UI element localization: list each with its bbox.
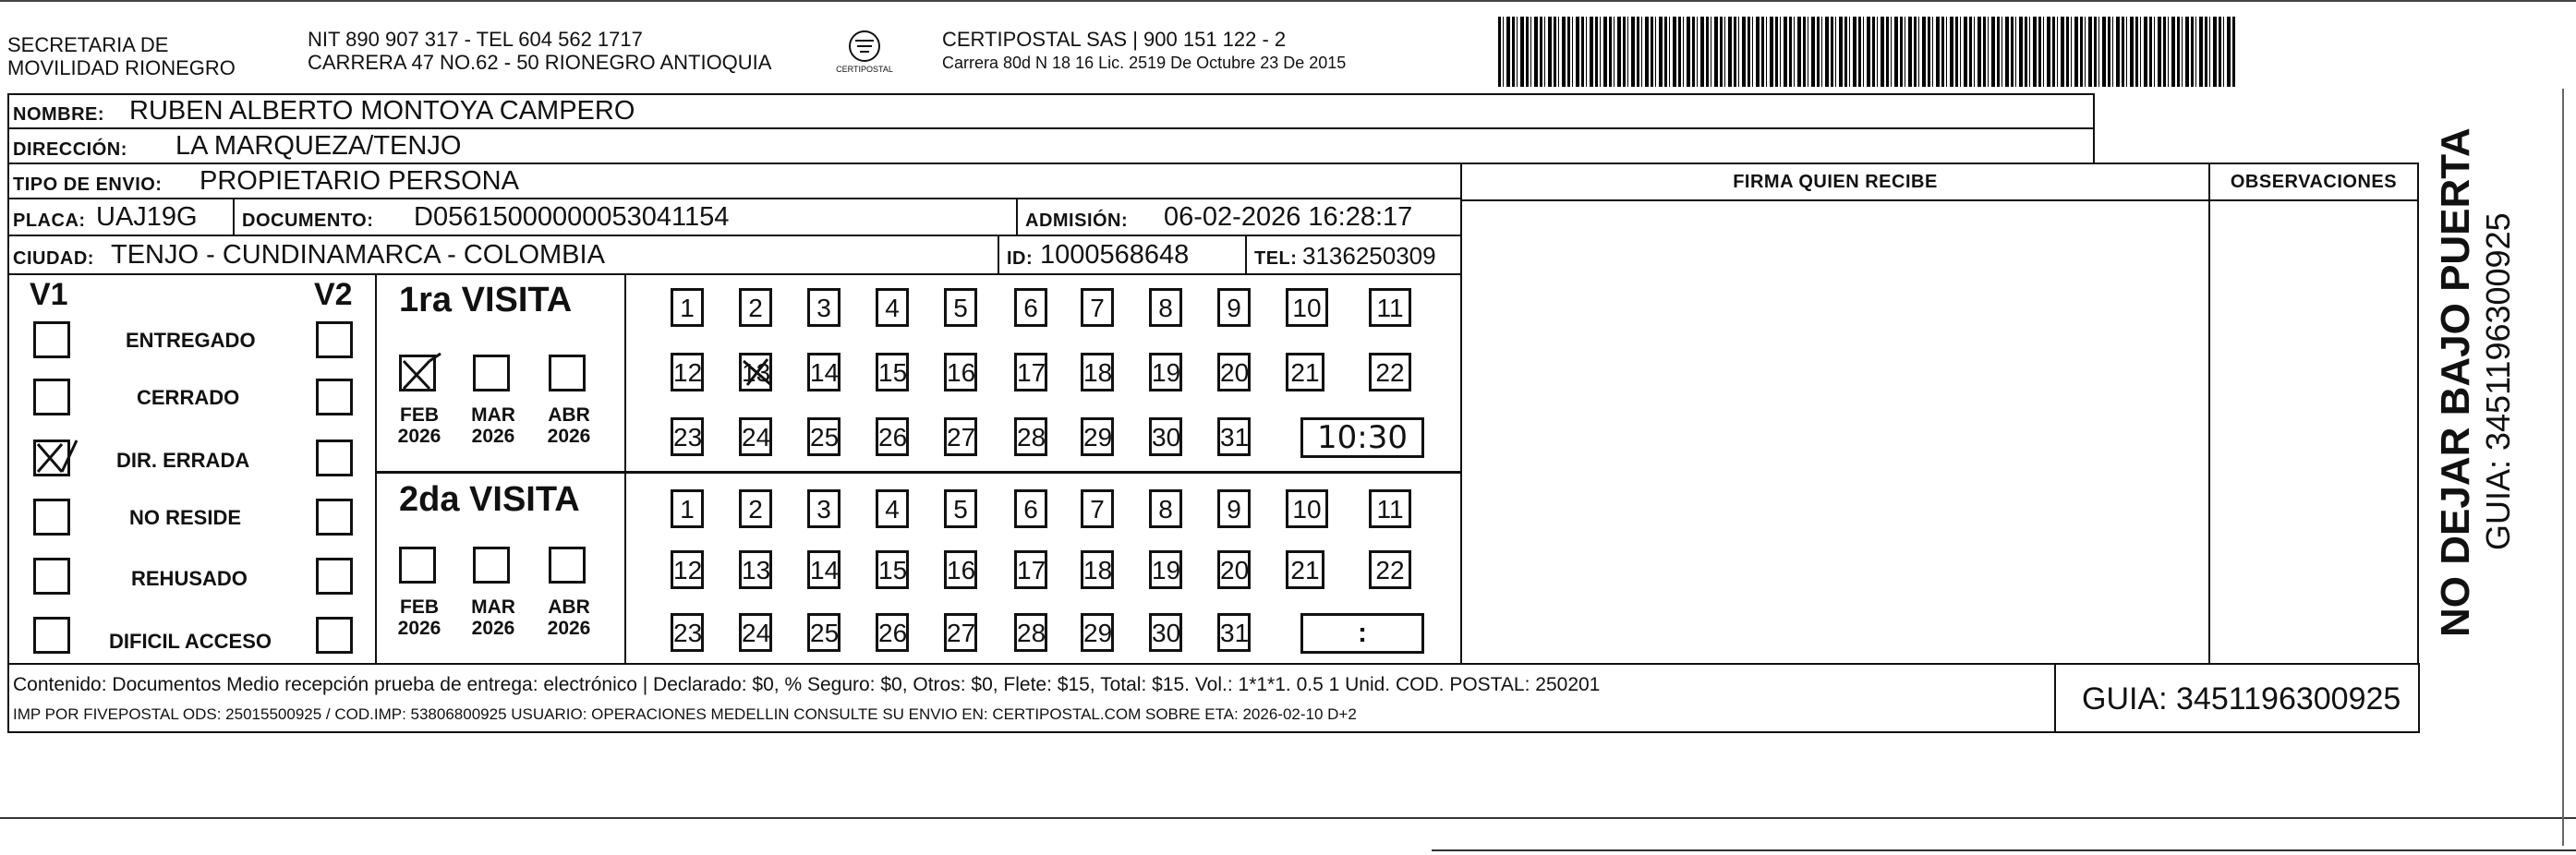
org-contact [308,28,771,74]
second-visit-day-18[interactable]: 18 [1081,550,1114,589]
first-visit-day-14[interactable]: 14 [807,353,841,391]
first-visit-day-6[interactable]: 6 [1014,288,1047,327]
first-visit-day-15[interactable]: 15 [876,353,909,391]
barcode [1498,17,2237,87]
first-visit-day-28[interactable]: 28 [1014,417,1047,456]
logo-text: CERTIPOSTAL [836,65,893,74]
first-visit-time: 10:30 [1317,419,1408,456]
row-tipo [7,163,1462,199]
bottom-box-edge [1432,849,2576,851]
documento-label: DOCUMENTO: [242,211,374,231]
no-dejar-bajo-puerta: NO DEJAR BAJO PUERTA [2433,127,2478,637]
first-visit-day-25[interactable]: 25 [807,417,841,456]
second-visit-day-30[interactable]: 30 [1149,613,1182,652]
first-visit-day-7[interactable]: 7 [1081,288,1114,327]
first-visit-day-18[interactable]: 18 [1081,353,1114,391]
month-name: ABR [548,404,590,426]
row-direccion [7,127,2095,164]
v2-checkbox-cerrado[interactable] [316,379,353,415]
second-visit-day-6[interactable]: 6 [1014,489,1047,528]
org-name [7,33,236,79]
first-visit-day-20[interactable]: 20 [1217,353,1251,391]
first-visit-day-12[interactable]: 12 [671,353,704,391]
second-visit-day-19[interactable]: 19 [1149,550,1182,589]
second-visit-day-15[interactable]: 15 [876,550,909,589]
second-visit-day-28[interactable]: 28 [1014,613,1047,652]
admision-divider [1016,199,1018,236]
month-year: 2026 [547,426,591,447]
tipo-value: PROPIETARIO PERSONA [200,166,519,196]
courier-logo [831,28,898,79]
firma-label: FIRMA QUIEN RECIBE [1733,172,1938,192]
courier-line2: Carrera 80d N 18 16 Lic. 2519 De Octubre 23 De 2015 [942,54,1347,72]
address-line: CARRERA 47 NO.62 - 50 RIONEGRO ANTIOQUIA [308,51,772,74]
direccion-value: LA MARQUEZA/TENJO [175,131,462,161]
first-visit-day-19[interactable]: 19 [1149,353,1182,391]
firma-column [1460,163,2210,665]
first-visit-day-8[interactable]: 8 [1149,288,1182,327]
first-visit-day-3[interactable]: 3 [807,288,841,327]
second-visit-day-11[interactable]: 11 [1369,489,1411,528]
right-edge-rule [2562,89,2564,846]
first-visit-time-box[interactable] [1300,417,1424,458]
first-visit-day-17[interactable]: 17 [1014,353,1047,391]
first-visit-day-23[interactable]: 23 [671,417,704,456]
month-year: 2026 [547,618,591,639]
first-visit-day-5[interactable]: 5 [944,288,977,327]
first-visit-title: 1ra VISITA [399,281,573,319]
second-visit-day-14[interactable]: 14 [807,550,841,589]
second-visit-day-12[interactable]: 12 [671,550,704,589]
second-visit-day-16[interactable]: 16 [944,550,977,589]
observaciones-label: OBSERVACIONES [2230,172,2398,192]
month-name: ABR [548,596,590,618]
status-dir-errada: DIR. ERRADA [116,449,250,472]
footer-line2: IMP POR FIVEPOSTAL ODS: 25015500925 / COD.IMP: 53806800925 USUARIO: OPERACIONES MEDELLIN CONSULTE SU ENVIO EN: CERTIPOSTAL.COM SOBRE ETA: 2026-02-10 D+2 [13,705,1357,723]
first-visit-day-29[interactable]: 29 [1081,417,1114,456]
v1-checkbox-entregado[interactable] [33,321,70,358]
first-month-feb-box[interactable] [399,355,436,391]
v1-checkbox-dir-errada[interactable] [33,440,70,476]
month-year: 2026 [397,426,441,447]
tel-value: 3136250309 [1302,242,1436,270]
v2-checkbox-dificil-acceso[interactable] [316,617,353,654]
v1-checkbox-cerrado[interactable] [33,379,70,415]
status-dificil-acceso: DIFICIL ACCESO [109,630,272,653]
observaciones-column [2208,163,2419,665]
row-placa [7,198,1462,236]
second-visit-day-2[interactable]: 2 [739,489,772,528]
second-month-feb-box[interactable] [399,547,436,584]
second-visit-time-box[interactable] [1300,613,1424,654]
admision-value: 06-02-2026 16:28:17 [1164,202,1413,232]
v1-label: V1 [30,277,68,312]
v1-checkbox-rehusado[interactable] [33,558,70,595]
second-visit-day-24[interactable]: 24 [739,613,772,652]
first-visit-day-13[interactable] [739,353,772,391]
month-name: FEB [400,404,439,426]
first-visit-day-30[interactable]: 30 [1149,417,1182,456]
org-line2: MOVILIDAD RIONEGRO [7,56,236,79]
courier-line1: CERTIPOSTAL SAS | 900 151 122 - 2 [942,28,1287,51]
footer-guia-divider [2054,665,2056,731]
second-visit-day-21[interactable]: 21 [1286,550,1324,589]
status-entregado: ENTREGADO [126,329,256,352]
second-visit-day-1[interactable]: 1 [671,489,704,528]
courier-info [942,28,1346,73]
first-month-feb [392,404,447,447]
status-cerrado: CERRADO [137,386,240,409]
second-month-mar [466,596,521,639]
row-ciudad [7,235,1462,275]
second-visit-day-8[interactable]: 8 [1149,489,1182,528]
admision-label: ADMISIÓN: [1025,211,1129,231]
month-name: MAR [471,596,515,618]
second-visit-day-25[interactable]: 25 [807,613,841,652]
second-visit-day-10[interactable]: 10 [1286,489,1328,528]
observaciones-header [2210,164,2417,201]
v1-checkbox-no-reside[interactable] [33,499,70,536]
month-year: 2026 [471,618,515,639]
v2-checkbox-dir-errada[interactable] [316,440,353,476]
ciudad-label: CIUDAD: [13,248,94,269]
second-month-mar-box[interactable] [473,547,510,584]
documento-value: D05615000000053041154 [414,202,730,232]
first-month-abr-box[interactable] [549,355,586,391]
first-visit-day-4[interactable]: 4 [876,288,909,327]
row-nombre [7,93,2095,129]
status-no-reside: NO RESIDE [129,506,242,529]
second-visit-day-26[interactable]: 26 [876,613,909,652]
month-divider [624,273,626,665]
tipo-label: TIPO DE ENVIO: [13,175,163,195]
month-name: MAR [471,404,515,426]
status-divider [375,273,377,665]
month-year: 2026 [397,618,441,639]
placa-label: PLACA: [13,211,86,231]
first-month-abr [541,404,597,447]
v2-label: V2 [314,277,353,312]
bottom-rule [0,817,2576,819]
footer-line1: Contenido: Documentos Medio recepción prueba de entrega: electrónico | Declarado: $0, % Seguro: $0, Otros: $0, Flete: $15, Total: $15. Vol.: 1*1*1. 0.5 1 Unid. COD. POSTAL: 250201 [13,674,1601,695]
first-visit-day-24[interactable]: 24 [739,417,772,456]
month-name: FEB [400,596,439,618]
second-visit-day-13[interactable]: 13 [739,550,772,589]
second-month-abr-box[interactable] [549,547,586,584]
second-visit-day-27[interactable]: 27 [944,613,977,652]
first-month-mar [466,404,521,447]
tel-divider [1245,236,1247,275]
v2-checkbox-entregado[interactable] [316,321,353,358]
firma-header [1462,164,2208,201]
first-visit-day-9[interactable]: 9 [1217,288,1251,327]
first-visit-day-1[interactable]: 1 [671,288,704,327]
second-visit-day-31[interactable]: 31 [1217,613,1251,652]
checkmark-x-icon [398,348,442,392]
first-visit-day-10[interactable]: 10 [1286,288,1328,327]
first-visit-day-27[interactable]: 27 [944,417,977,456]
nit-line: NIT 890 907 317 - TEL 604 562 1717 [308,28,643,51]
first-visit-day-16[interactable]: 16 [944,353,977,391]
v2-checkbox-rehusado[interactable] [316,558,353,595]
first-visit-day-11[interactable]: 11 [1369,288,1411,327]
nombre-value: RUBEN ALBERTO MONTOYA CAMPERO [129,96,635,126]
second-visit-day-29[interactable]: 29 [1081,613,1114,652]
org-line1: SECRETARIA DE [7,33,169,56]
second-month-abr [541,596,597,639]
second-visit-day-3[interactable]: 3 [807,489,841,528]
first-visit-day-31[interactable]: 31 [1217,417,1251,456]
second-visit-day-5[interactable]: 5 [944,489,977,528]
tel-label: TEL: [1254,248,1298,269]
footer-guia: GUIA: 3451196300925 [2082,681,2401,717]
second-month-feb [392,596,447,639]
nombre-label: NOMBRE: [13,104,105,125]
checkmark-x-icon [740,354,777,391]
id-divider [998,236,999,275]
v1-checkbox-dificil-acceso[interactable] [33,617,70,654]
direccion-label: DIRECCIÓN: [13,139,127,160]
ciudad-value: TENJO - CUNDINAMARCA - COLOMBIA [111,240,605,270]
top-rule [0,0,2576,2]
first-month-mar-box[interactable] [473,355,510,391]
month-year: 2026 [471,426,515,447]
first-visit-day-2[interactable]: 2 [739,288,772,327]
first-visit-day-21[interactable]: 21 [1286,353,1324,391]
id-label: ID: [1007,248,1034,269]
second-visit-day-4[interactable]: 4 [876,489,909,528]
second-visit-day-7[interactable]: 7 [1081,489,1114,528]
first-visit-day-26[interactable]: 26 [876,417,909,456]
second-visit-time: : [1358,618,1367,648]
side-guia: GUIA: 3451196300925 [2479,212,2517,550]
visit-divider [375,471,1462,474]
day-number: 13 [742,358,771,387]
second-visit-day-9[interactable]: 9 [1217,489,1251,528]
checkmark-x-icon [30,429,79,476]
placa-divider [233,199,235,236]
second-visit-day-17[interactable]: 17 [1014,550,1047,589]
v2-checkbox-no-reside[interactable] [316,499,353,536]
second-visit-day-22[interactable]: 22 [1369,550,1411,589]
first-visit-day-22[interactable]: 22 [1369,353,1411,391]
second-visit-day-20[interactable]: 20 [1217,550,1251,589]
footer-row [7,663,2420,733]
second-visit-title: 2da VISITA [399,480,580,519]
placa-value: UAJ19G [96,202,198,232]
id-value: 1000568648 [1040,240,1190,270]
status-rehusado: REHUSADO [131,567,248,590]
second-visit-day-23[interactable]: 23 [671,613,704,652]
